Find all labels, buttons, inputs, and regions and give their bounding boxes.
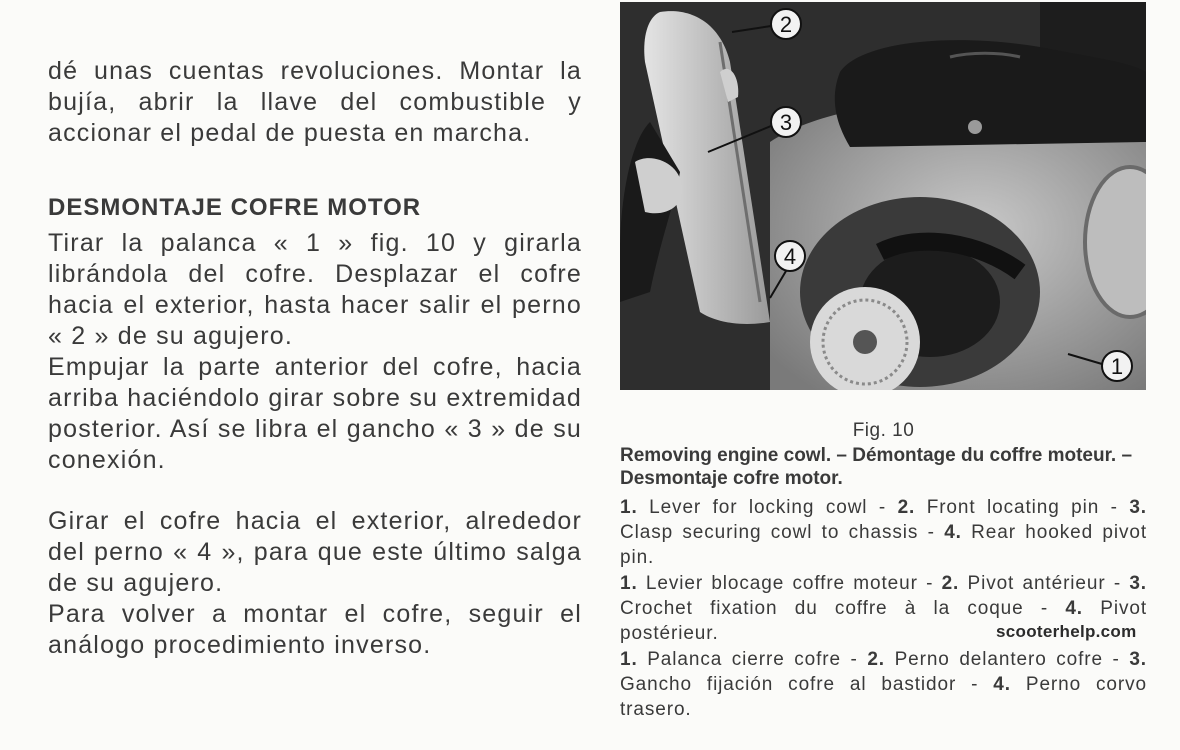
scooter-illustration — [620, 2, 1146, 390]
figure-label: Fig. 10 — [852, 420, 915, 441]
legend-english: 1. Lever for locking cowl - 2. Front locating pin - 3. Clasp securing cowl to chassis - 4. Rear hooked pivot pin. — [620, 497, 1147, 568]
figure-title: Removing engine cowl. – Démontage du coffre moteur. – Desmontaje cofre motor. — [620, 445, 1133, 489]
figure-caption — [620, 420, 1147, 723]
legend-spanish: 1. Palanca cierre cofre - 2. Perno delantero cofre - 3. Gancho fijación cofre al bastidor - 4. Perno corvo trasero. — [620, 649, 1147, 720]
intro-paragraph: dé unas cuentas revoluciones. Montar la bujía, abrir la llave del combustible y accionar el pedal de puesta en marcha. — [48, 57, 582, 147]
svg-text:2: 2 — [779, 12, 793, 37]
instruction-paragraph: Empujar la parte anterior del cofre, hacia arriba haciéndolo girar sobre su extremidad posterior. Así se libra el gancho « 3 » de su conexión. — [48, 353, 582, 474]
legend-french: 1. Levier blocage coffre moteur - 2. Pivot antérieur - 3. Crochet fixation du coffre à la coque - 4. Pivot postérieur. — [620, 573, 1147, 644]
instruction-paragraph: Girar el cofre hacia el exterior, alrededor del perno « 4 », para que este último salga de su agujero. — [48, 507, 582, 597]
svg-text:3: 3 — [779, 110, 793, 135]
svg-text:1: 1 — [1110, 354, 1124, 379]
instruction-paragraph: Para volver a montar el cofre, seguir el análogo procedimiento inverso. — [48, 600, 582, 659]
svg-text:4: 4 — [783, 244, 797, 269]
watermark: scooterhelp.com — [996, 622, 1137, 641]
instruction-paragraph: Tirar la palanca « 1 » fig. 10 y girarla librándola del cofre. Desplazar el cofre hacia el exterior, hasta hacer salir el perno « 2 » de su agujero. — [48, 229, 582, 350]
section-heading: DESMONTAJE COFRE MOTOR — [48, 194, 422, 221]
instructions-column — [48, 48, 582, 661]
engine-cowl-photo — [620, 2, 1146, 390]
